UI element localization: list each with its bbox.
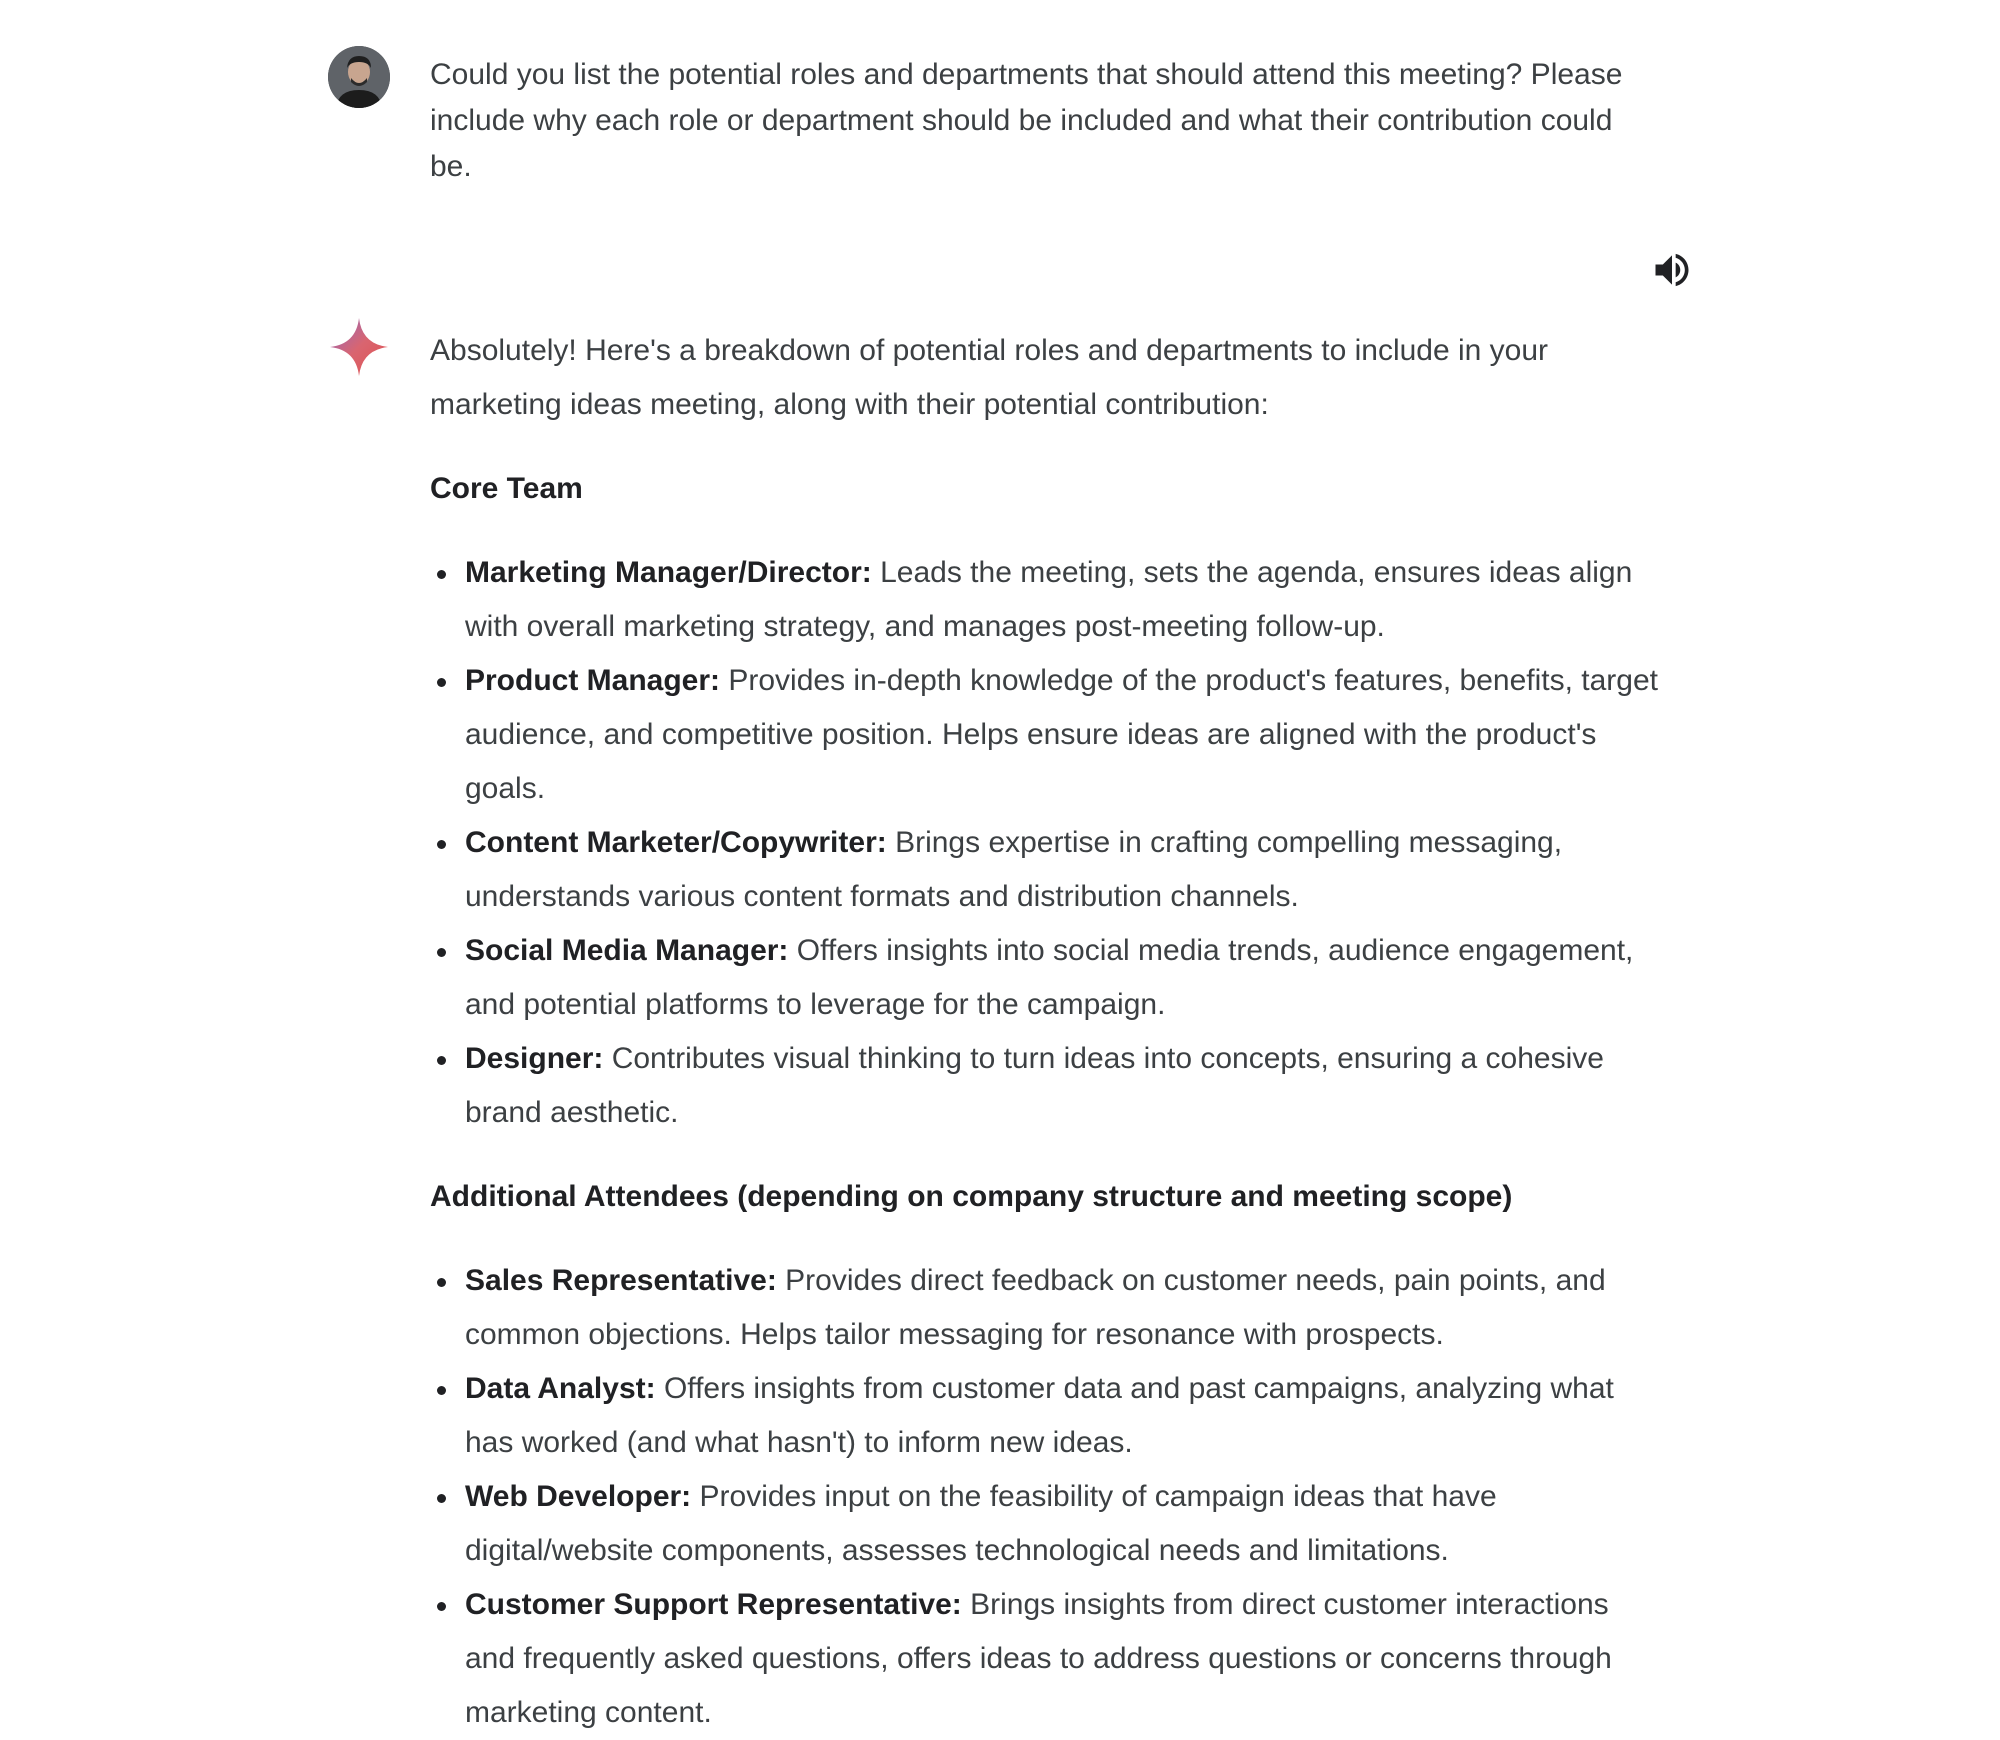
role-name: Product Manager:	[465, 664, 721, 697]
role-description: Brings expertise in crafting compelling messaging, understands various content formats and distribution channels.	[465, 826, 1563, 913]
role-description: Brings insights from direct customer interactions and frequently asked questions, offers ideas to address questions or concerns through marketing content.	[465, 1588, 1612, 1729]
role-name: Social Media Manager:	[465, 934, 789, 967]
response-intro: Absolutely! Here's a breakdown of potential roles and departments to include in your marketing ideas meeting, along with their potential contribution:	[430, 334, 1549, 421]
section-title-core-team: Core Team	[430, 472, 583, 505]
role-description: Leads the meeting, sets the agenda, ensures ideas align with overall marketing strategy, and manages post-meeting follow-up.	[465, 556, 1633, 643]
role-name: Sales Representative:	[465, 1264, 777, 1297]
role-description: Provides direct feedback on customer needs, pain points, and common objections. Helps tailor messaging for resonance with prospects.	[465, 1264, 1606, 1351]
user-prompt-text: Could you list the potential roles and departments that should attend this meeting? Please include why each role or department should be included and what their contribution could be.	[430, 58, 1623, 183]
list-item	[465, 1362, 1660, 1470]
role-name: Marketing Manager/Director:	[465, 556, 872, 589]
gemini-sparkle-icon	[328, 316, 390, 378]
core-team-list	[430, 546, 1660, 1140]
role-name: Designer:	[465, 1042, 604, 1075]
role-description: Provides input on the feasibility of campaign ideas that have digital/website components, assesses technological needs and limitations.	[465, 1480, 1497, 1567]
role-name: Customer Support Representative:	[465, 1588, 962, 1621]
user-avatar-image	[328, 46, 390, 108]
role-name: Data Analyst:	[465, 1372, 656, 1405]
user-avatar[interactable]	[328, 46, 390, 108]
list-item	[465, 816, 1660, 924]
list-item	[465, 924, 1660, 1032]
list-item	[465, 1470, 1660, 1578]
section-title-additional-attendees: Additional Attendees (depending on company structure and meeting scope)	[430, 1180, 1513, 1213]
list-item	[465, 1578, 1660, 1740]
list-item	[465, 546, 1660, 654]
role-description: Offers insights into social media trends, audience engagement, and potential platforms to leverage for the campaign.	[465, 934, 1634, 1021]
role-description: Contributes visual thinking to turn ideas into concepts, ensuring a cohesive brand aesthetic.	[465, 1042, 1604, 1129]
speaker-icon[interactable]	[1650, 248, 1694, 292]
model-response	[430, 324, 1660, 1740]
role-description: Offers insights from customer data and past campaigns, analyzing what has worked (and what hasn't) to inform new ideas.	[465, 1372, 1614, 1459]
list-item	[465, 654, 1660, 816]
role-description: Provides in-depth knowledge of the product's features, benefits, target audience, and competitive position. Helps ensure ideas are aligned with the product's goals.	[465, 664, 1658, 805]
list-item	[465, 1254, 1660, 1362]
role-name: Web Developer:	[465, 1480, 692, 1513]
additional-attendees-list	[430, 1254, 1660, 1740]
role-name: Content Marketer/Copywriter:	[465, 826, 887, 859]
list-item	[465, 1032, 1660, 1140]
